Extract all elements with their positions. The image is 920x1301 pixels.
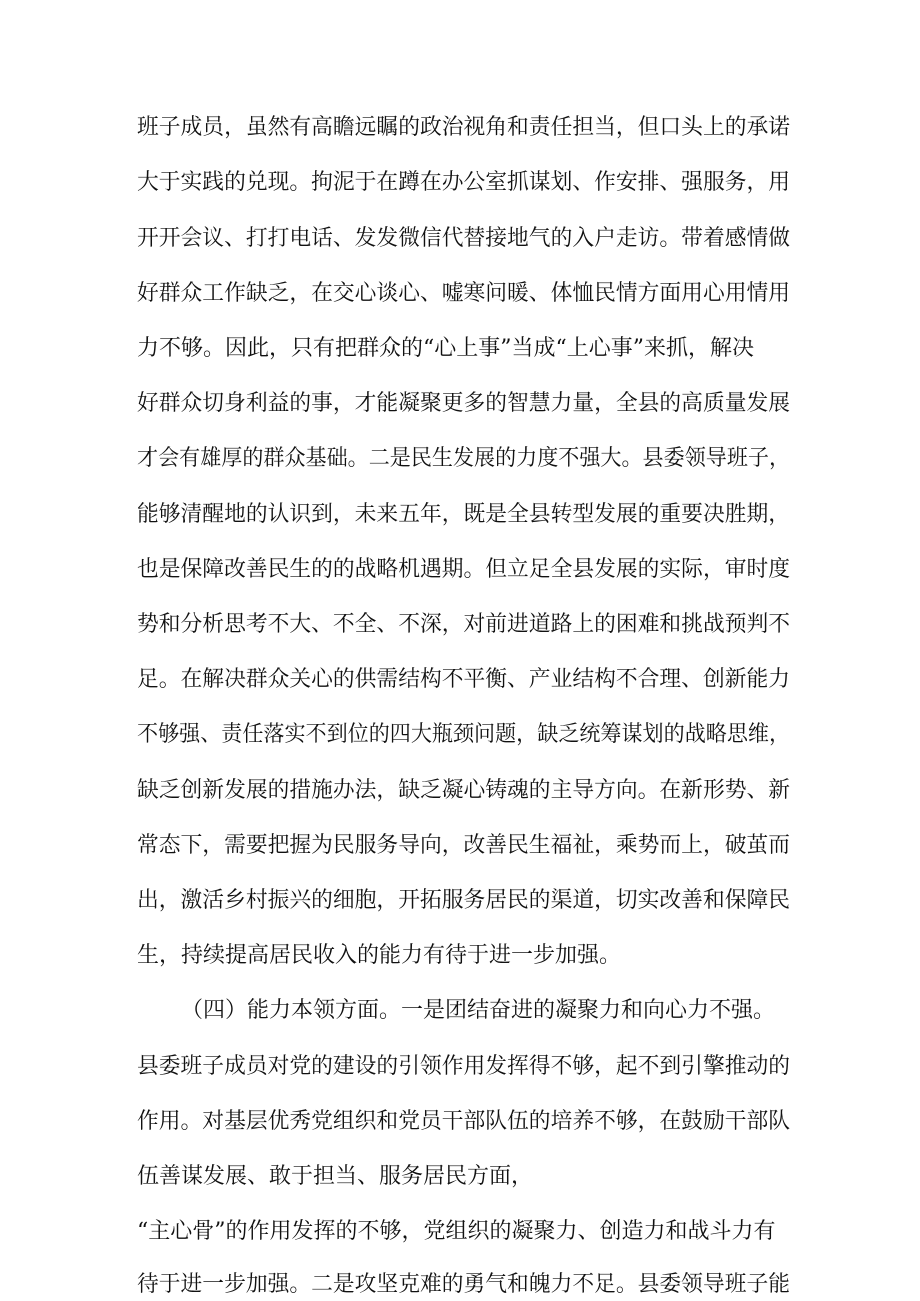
text-line: 开开会议、打打电话、发发微信代替接地气的入户走访。带着感情做: [137, 226, 791, 251]
text-line: 缺乏创新发展的措施办法，缺乏凝心铸魂的主导方向。在新形势、新: [137, 778, 791, 803]
text-line: 能够清醒地的认识到，未来五年，既是全县转型发展的重要决胜期，: [137, 502, 791, 527]
text-line: 才会有雄厚的群众基础。二是民生发展的力度不强大。县委领导班子，: [137, 446, 791, 471]
section-heading-line: （四）能力本领方面。一是团结奋进的凝聚力和向心力不强。: [181, 998, 776, 1023]
text-line: 大于实践的兑现。拘泥于在蹲在办公室抓谋划、作安排、强服务，用: [137, 170, 791, 195]
text-line: 伍善谋发展、敢于担当、服务居民方面，: [137, 1164, 534, 1189]
text-line: 好群众工作缺乏，在交心谈心、嘘寒问暖、体恤民情方面用心用情用: [137, 281, 791, 306]
text-line: 好群众切身利益的事，才能凝聚更多的智慧力量，全县的高质量发展: [137, 391, 791, 416]
text-line: 力不够。因此，只有把群众的“心上事”当成“上心事”来抓，解决: [137, 336, 754, 361]
text-line: 常态下，需要把握为民服务导向，改善民生福祉，乘势而上，破茧而: [137, 833, 791, 858]
text-line: 生，持续提高居民收入的能力有待于进一步加强。: [137, 943, 622, 968]
text-line: 待于进一步加强。二是攻坚克难的勇气和魄力不足。县委领导班子能: [137, 1272, 791, 1297]
text-line: 不够强、责任落实不到位的四大瓶颈问题，缺乏统筹谋划的战略思维，: [137, 722, 791, 747]
text-line: 也是保障改善民生的的战略机遇期。但立足全县发展的实际，审时度: [137, 557, 791, 582]
text-line: 作用。对基层优秀党组织和党员干部队伍的培养不够，在鼓励干部队: [137, 1109, 791, 1134]
text-line: 班子成员，虽然有高瞻远瞩的政治视角和责任担当，但口头上的承诺: [137, 115, 791, 140]
text-line: 县委班子成员对党的建设的引领作用发挥得不够，起不到引擎推动的: [137, 1054, 791, 1079]
text-line: 出，激活乡村振兴的细胞，开拓服务居民的渠道，切实改善和保障民: [137, 888, 791, 913]
text-line: “主心骨”的作用发挥的不够，党组织的凝聚力、创造力和战斗力有: [137, 1219, 776, 1244]
text-line: 势和分析思考不大、不全、不深，对前进道路上的困难和挑战预判不: [137, 612, 791, 637]
text-line: 足。在解决群众关心的供需结构不平衡、产业结构不合理、创新能力: [137, 667, 791, 692]
